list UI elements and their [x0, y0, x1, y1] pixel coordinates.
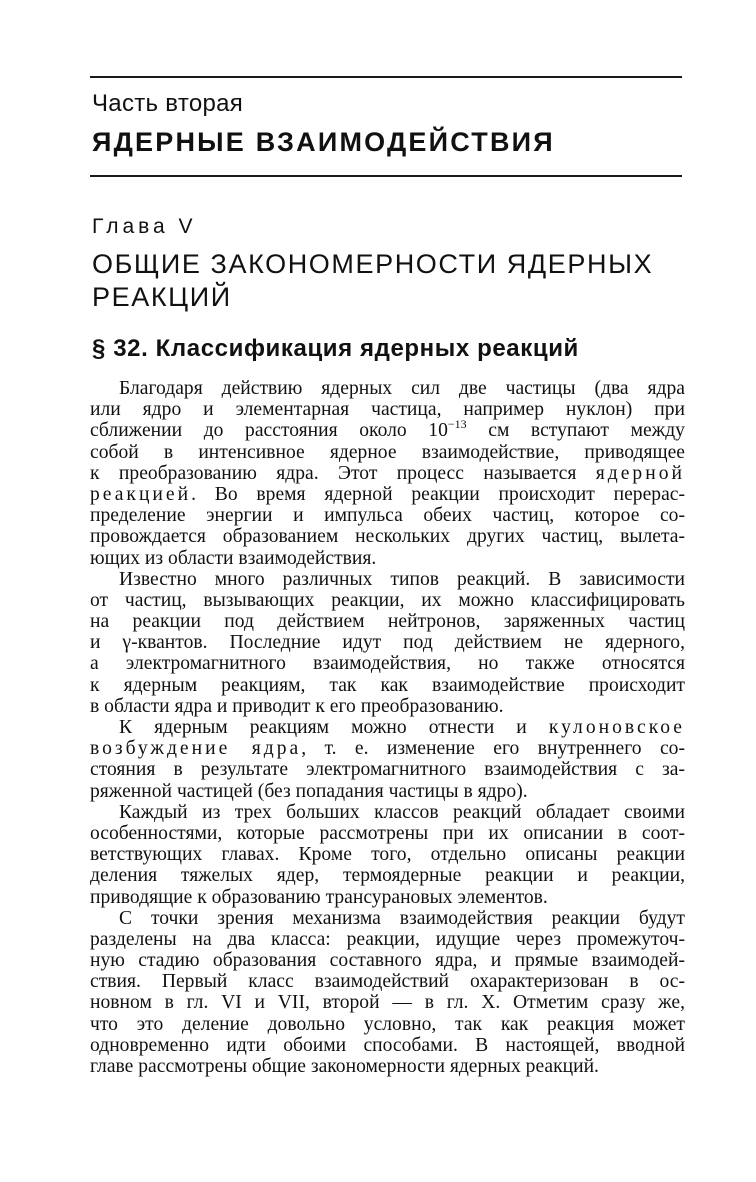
text-line: Каждый из трех больших классов реакций обладает своими [119, 801, 685, 823]
text-line: деления тяжелых ядер, термоядерные реакции и реакции, [90, 865, 685, 887]
chapter-title: ОБЩИЕ ЗАКОНОМЕРНОСТИ ЯДЕРНЫХ РЕАКЦИЙ [92, 249, 654, 312]
spaced-term: кулоновское [548, 717, 685, 738]
paragraph [90, 569, 685, 717]
text-line: пределение энергии и импульса обеих частиц, которое со- [90, 505, 685, 527]
part-label: Часть вторая [92, 90, 244, 117]
text-line: ющих из области взаимодействия. [90, 547, 377, 569]
exponent: −13 [447, 417, 467, 432]
text-fragment: , т. е. изменение его внутреннего со- [301, 738, 685, 760]
text-line: Благодаря действию ядерных сил две частицы (два ядра [119, 378, 685, 399]
text-line: разделены на два класса: реакции, идущие через промежуточ- [90, 928, 685, 950]
text-line: ствия. Первый класс взаимодействий охарактеризован в ос- [90, 971, 685, 993]
text-line [90, 738, 685, 759]
text-line: или ядро и элементарная частица, например нуклон) при [90, 399, 685, 421]
text-fragment: сближении до расстояния около 10 [90, 420, 448, 442]
text-fragment: К ядерным реакциям можно отнести и [119, 717, 527, 738]
spaced-term: реакцией [90, 483, 192, 505]
text-line: особенностями, которые рассмотрены при их описании в соот- [90, 822, 685, 844]
spaced-term: возбуждение ядра [90, 738, 302, 760]
text-line: ную стадию образования составного ядра, и прямые взаимодей- [90, 950, 685, 972]
text-line: С точки зрения механизма взаимодействия реакции будут [119, 907, 685, 929]
text-line: ряженной частицей (без попадания частицы в ядро). [90, 780, 528, 802]
text-line: одновременно идти обоими способами. В настоящей, вводной [90, 1034, 685, 1056]
paragraph [90, 717, 685, 802]
text-line: ветствующих главах. Кроме того, отдельно описаны реакции [90, 844, 685, 866]
text-line: главе рассмотрены общие закономерности ядерных реакций. [90, 1056, 599, 1077]
text-line: Известно много различных типов реакций. В зависимости [119, 568, 685, 590]
text-line: в области ядра и приводит к его преобразованию. [90, 695, 504, 717]
spaced-term: ядерной [595, 462, 685, 484]
text-line: провождается образованием нескольких других частиц, вылета- [90, 526, 685, 548]
chapter-label: Глава V [92, 215, 197, 238]
text-fragment: см вступают между [488, 420, 685, 442]
text-line: что это деление довольно условно, так как реакция может [90, 1013, 685, 1035]
text-fragment: к преобразованию ядра. Этот процесс называется [90, 462, 577, 484]
text-line: и γ-квантов. Последние идут под действием не ядерного, [90, 632, 685, 654]
text-line: приводящие к образованию трансурановых элементов. [90, 886, 548, 908]
paragraph [90, 378, 685, 569]
text-line [90, 463, 685, 484]
part-title: ЯДЕРНЫЕ ВЗАИМОДЕЙСТВИЯ [92, 127, 555, 157]
paragraph [90, 802, 685, 908]
text-line: на реакции под действием нейтронов, заряженных частиц [90, 611, 685, 633]
bottom-rule [90, 175, 682, 177]
text-line: от частиц, вызывающих реакции, их можно классифицировать [90, 589, 685, 611]
text-line: новном в гл. VI и VII, второй — в гл. X. Отметим сразу же, [90, 992, 685, 1014]
paragraph [90, 908, 685, 1078]
section-heading: § 32. Классификация ядерных реакций [92, 335, 579, 362]
text-line: стояния в результате электромагнитного взаимодействия с за- [90, 759, 685, 781]
text-line: а электромагнитного взаимодействия, но также относятся [90, 653, 685, 675]
body-text [90, 378, 685, 1077]
top-rule [90, 76, 682, 78]
text-line [90, 417, 685, 442]
text-line [90, 484, 685, 505]
text-line: к ядерным реакциям, так как взаимодействие происходит [90, 674, 685, 696]
text-line: собой в интенсивное ядерное взаимодействие, приводящее [90, 441, 685, 463]
text-line [90, 717, 685, 738]
text-fragment: . Во время ядерной реакции происходит перерас- [191, 483, 685, 505]
